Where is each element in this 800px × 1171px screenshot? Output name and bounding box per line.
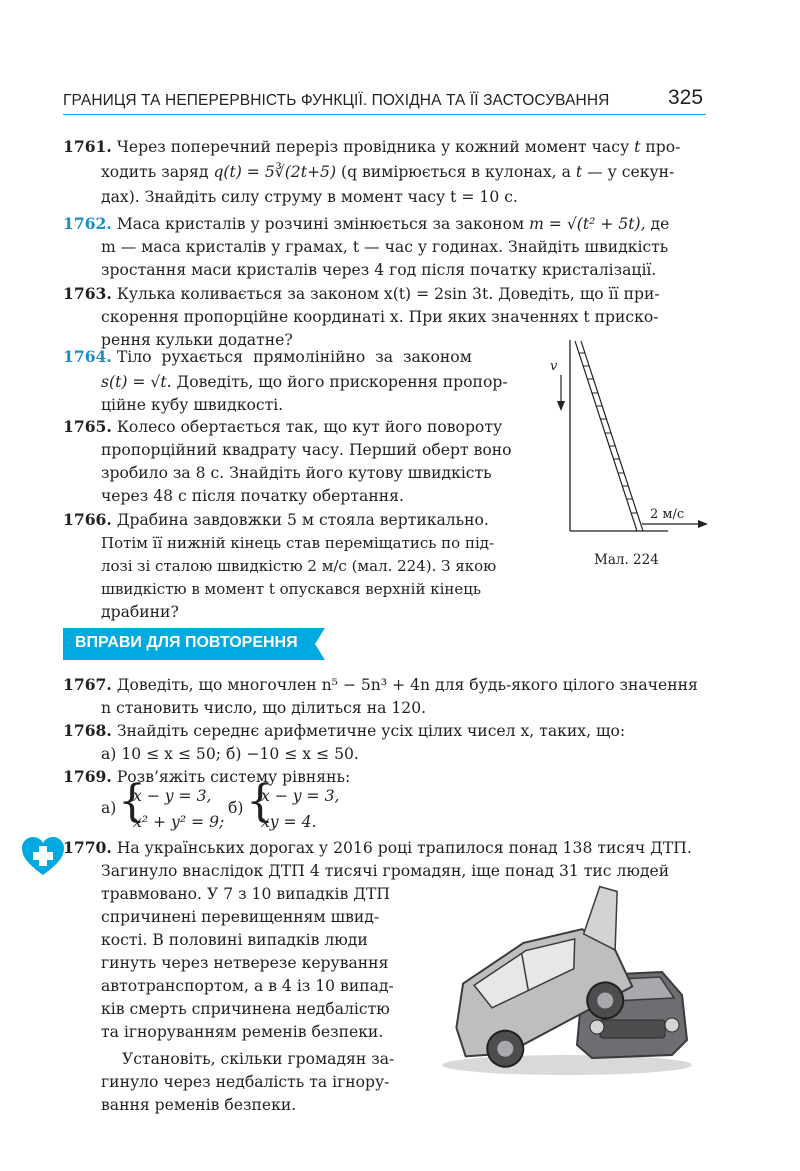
formula: q(t) = 5∛(2t+5) <box>213 163 337 181</box>
problem-number: 1761. <box>63 137 112 156</box>
problem-1762-line-1 <box>63 214 669 234</box>
header-divider <box>63 114 706 115</box>
problem-1770-line-11: гинуло через недбалість та ігнору- <box>101 1073 390 1091</box>
page-number: 325 <box>668 86 704 109</box>
problem-number: 1766. <box>63 510 112 529</box>
ladder-rail <box>575 341 637 531</box>
system-b-brace: { <box>246 776 274 827</box>
problem-1766-line-4: швидкістю в момент t опускався верхній кінець <box>101 580 482 598</box>
problem-number: 1768. <box>63 721 112 740</box>
system-b-eq-2: xy = 4. <box>261 813 317 831</box>
problem-1767-line-2: n становить число, що ділиться на 120. <box>101 699 427 717</box>
problem-1770-line-3: травмовано. У 7 з 10 випадків ДТП <box>101 885 390 903</box>
formula: m = √(t² + 5t), <box>529 215 646 233</box>
system-a-brace: { <box>118 776 146 827</box>
ladder-rungs <box>579 353 637 513</box>
problem-1768-line-1 <box>63 721 625 741</box>
text: про- <box>640 138 681 156</box>
system-a-eq-2: x² + y² = 9; <box>133 813 225 831</box>
problem-number: 1763. <box>63 284 112 303</box>
problem-1770-line-7: автотранспортом, а в 4 із 10 випад- <box>101 977 394 995</box>
problem-1764-line-2 <box>101 372 508 392</box>
problem-1770-line-12: вання ременів безпеки. <box>101 1096 297 1114</box>
problem-1765-line-3: зробило за 8 с. Знайдіть його кутову швидкість <box>101 464 492 482</box>
problem-1762-line-2: m — маса кристалів у грамах, t — час у годинах. Знайдіть швидкість <box>101 238 669 256</box>
problem-1766-line-1 <box>63 510 489 530</box>
text: Драбина завдовжки 5 м стояла вертикально. <box>116 511 489 529</box>
system-a-label: а) <box>101 799 117 817</box>
text: t <box>575 163 583 181</box>
text: На українських дорогах у 2016 році трапилося понад 138 тисяч ДТП. <box>116 839 692 857</box>
problem-1770-line-10: Установіть, скільки громадян за- <box>122 1050 395 1068</box>
problem-1770-line-9: та ігноруванням ременів безпеки. <box>101 1023 384 1041</box>
text: Тіло рухається прямолінійно за законом <box>116 348 472 366</box>
problem-number: 1767. <box>63 675 112 694</box>
velocity-label: v <box>550 359 558 374</box>
text: Знайдіть середнє арифметичне усіх цілих чисел x, таких, що: <box>116 722 626 740</box>
system-b-eq-1: x − y = 3, <box>261 787 340 805</box>
formula: s(t) = √t. <box>101 373 172 391</box>
text: Кулька коливається за законом x(t) = 2sin 3t. Доведіть, що її при- <box>116 285 660 303</box>
problem-1769-line-1 <box>63 767 350 787</box>
problem-number: 1769. <box>63 767 112 786</box>
text: t <box>634 138 641 156</box>
text: — у секун- <box>582 163 675 181</box>
text: Розв’яжіть систему рівнянь: <box>116 768 351 786</box>
heart-plus-icon <box>22 837 64 877</box>
page-header-title: ГРАНИЦЯ ТА НЕПЕРЕРВНІСТЬ ФУНКЦІЇ. ПОХІДНА ТА ЇЇ ЗАСТОСУВАННЯ <box>63 92 610 109</box>
text: Доведіть, що многочлен n⁵ − 5n³ + 4n для будь-якого цілого значення <box>116 676 698 694</box>
system-a-eq-1: x − y = 3, <box>133 787 212 805</box>
ladder-rail <box>581 341 643 531</box>
problem-1765-line-4: через 48 с після початку обертання. <box>101 487 404 505</box>
problem-1770-line-1 <box>63 838 692 858</box>
system-b-label: б) <box>228 799 244 817</box>
problem-1765-line-2: пропорційний квадрату часу. Перший оберт воно <box>101 441 512 459</box>
problem-1766-line-2: Потім її нижній кінець став переміщатись по під- <box>101 534 495 552</box>
problem-1770-line-6: гинуть через нетверезе керування <box>101 954 389 972</box>
text: Колесо обертається так, що кут його повороту <box>116 418 503 436</box>
problem-1770-line-4: спричинені перевищенням швид- <box>101 908 380 926</box>
problem-1766-line-5: драбини? <box>101 603 179 621</box>
problem-1762-line-3: зростання маси кристалів через 4 год після початку кристалізації. <box>101 261 657 279</box>
figure-224-ladder <box>548 335 718 545</box>
car-crash-illustration <box>432 880 702 1080</box>
problem-number: 1765. <box>63 417 112 436</box>
problem-1761-line-3: дах). Знайдіть силу струму в момент часу t = 10 с. <box>101 188 518 206</box>
problem-number: 1762. <box>63 214 112 233</box>
problem-1763-line-2: скорення пропорційне координаті x. При яких значеннях t приско- <box>101 308 659 326</box>
problem-1761-line-2 <box>101 162 674 182</box>
problem-1768-line-2: а) 10 ≤ x ≤ 50; б) −10 ≤ x ≤ 50. <box>101 745 359 763</box>
problem-1764-line-1 <box>63 347 472 367</box>
text: Через поперечний переріз провідника у кожний момент часу <box>116 138 635 156</box>
problem-1765-line-1 <box>63 417 502 437</box>
problem-number: 1764. <box>63 347 112 366</box>
problem-1761-line-1 <box>63 137 680 157</box>
text: (q вимірюється в кулонах, а <box>336 163 576 181</box>
problem-1763-line-1 <box>63 284 660 304</box>
problem-1764-line-3: ційне кубу швидкості. <box>101 396 284 414</box>
text: Доведіть, що його прискорення пропор- <box>171 373 508 391</box>
text: де <box>645 215 670 233</box>
problem-1766-line-3: лозі зі сталою швидкістю 2 м/с (мал. 224). З якою <box>101 557 497 575</box>
down-arrow-head <box>557 401 565 411</box>
text: ходить заряд <box>101 163 214 181</box>
problem-1770-line-2: Загинуло внаслідок ДТП 4 тисячі громадян, іще понад 31 тис людей <box>101 862 670 880</box>
problem-1763-line-3: рення кульки додатне? <box>101 331 293 349</box>
problem-1770-line-5: кості. В половині випадків люди <box>101 931 368 949</box>
speed-label: 2 м/с <box>650 507 685 522</box>
figure-caption: Мал. 224 <box>594 552 659 568</box>
right-arrow-head <box>698 520 708 528</box>
problem-1770-line-8: ків смерть спричинена недбалістю <box>101 1000 390 1018</box>
section-banner-title: ВПРАВИ ДЛЯ ПОВТОРЕННЯ <box>75 634 298 651</box>
problem-1767-line-1 <box>63 675 698 695</box>
problem-number: 1770. <box>63 838 112 857</box>
text: Маса кристалів у розчині змінюється за законом <box>116 215 530 233</box>
